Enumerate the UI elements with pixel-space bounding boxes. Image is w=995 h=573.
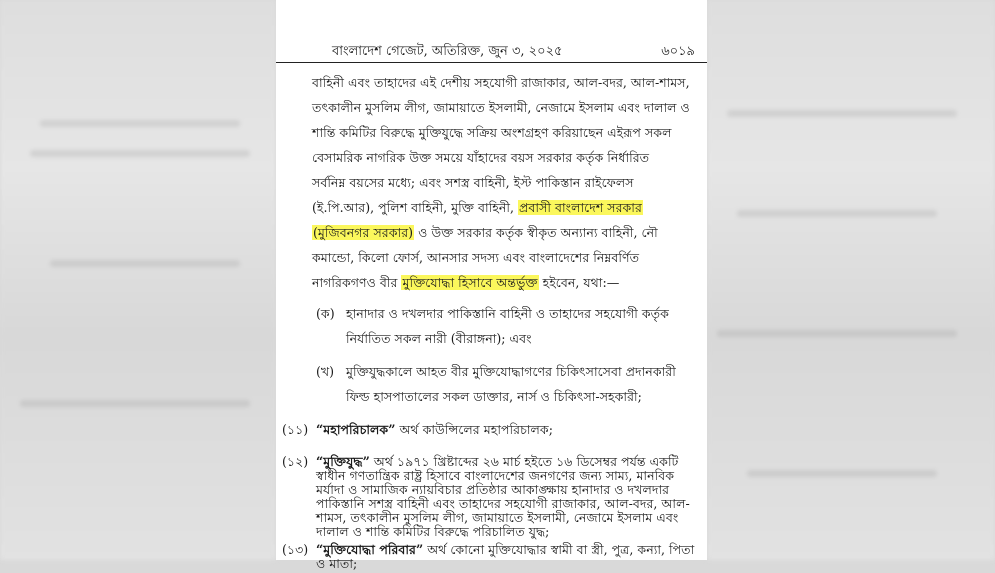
clause-text: অর্থ ১৯৭১ খ্রিষ্টাব্দের ২৬ মার্চ হইতে ১৬ ডিসেম্বর পর্যন্ত একটি bbox=[373, 454, 679, 469]
intro-line: বাহিনী এবং তাহাদের এই দেশীয় সহযোগী রাজাকার, আল-বদর, আল-শামস, bbox=[312, 75, 690, 90]
header-divider bbox=[276, 62, 707, 63]
page-header bbox=[276, 42, 707, 62]
highlighted-text: (মুজিবনগর সরকার) bbox=[313, 225, 414, 240]
clause-number: (১৩) bbox=[282, 541, 309, 557]
intro-line: শান্তি কমিটির বিরুদ্ধে মুক্তিযুদ্ধে সক্রিয় অংশগ্রহণ করিয়াছেন এইরূপ সকল bbox=[312, 125, 672, 140]
intro-text: নাগরিকগণও বীর bbox=[312, 275, 398, 290]
clause-term: “মুক্তিযোদ্ধা পরিবার” bbox=[316, 541, 424, 557]
intro-text: হইবেন, যথা:— bbox=[542, 275, 620, 290]
sub-item-line: মুক্তিযুদ্ধকালে আহত বীর মুক্তিযোদ্ধাগণের চিকিৎসাসেবা প্রদানকারী bbox=[346, 364, 676, 379]
clause-line: দালাল ও শান্তি কমিটির বিরুদ্ধে পরিচালিত যুদ্ধ; bbox=[316, 524, 550, 539]
clause-line bbox=[316, 421, 553, 439]
intro-line bbox=[312, 274, 619, 292]
clause-line: ও মাতা; bbox=[316, 555, 358, 571]
sub-item-line: ফিল্ড হাসপাতালের সকল ডাক্তার, নার্স ও চিকিৎসা-সহকারী; bbox=[346, 389, 642, 404]
intro-text: ও উক্ত সরকার কর্তৃক স্বীকৃত অন্যান্য বাহিনী, নৌ bbox=[418, 225, 658, 240]
highlighted-text: প্রবাসী বাংলাদেশ সরকার bbox=[519, 200, 642, 215]
clause-text: অর্থ কোনো মুক্তিযোদ্ধার স্বামী বা স্ত্রী, পুত্র, কন্যা, পিতা bbox=[427, 541, 695, 557]
gazette-page bbox=[276, 0, 707, 571]
intro-line bbox=[312, 199, 643, 217]
clause-line: পাকিস্তানি সশস্ত্র বাহিনী এবং তাহাদের সহযোগী রাজাকার, আল-বদর, আল- bbox=[316, 496, 690, 511]
intro-line bbox=[312, 224, 658, 242]
sub-item-label: (খ) bbox=[316, 364, 335, 379]
clause-line: শামস, তৎকালীন মুসলিম লীগ, জামায়াতে ইসলামী, নেজামে ইসলাম এবং bbox=[316, 510, 679, 525]
blurred-background-right bbox=[707, 0, 995, 560]
clause-text: অর্থ কাউন্সিলের মহাপরিচালক; bbox=[399, 422, 553, 437]
clause-line: মর্যাদা ও সামাজিক ন্যায়বিচার প্রতিষ্ঠার আকাঙ্ক্ষায় হানাদার ও দখলদার bbox=[316, 482, 670, 497]
clause-number: (১১) bbox=[282, 422, 309, 437]
clause-term: “মহাপরিচালক” bbox=[316, 422, 396, 437]
sub-item-line: নির্যাতিত সকল নারী (বীরাঙ্গনা); এবং bbox=[346, 331, 532, 346]
highlighted-text: মুক্তিযোদ্ধা হিসাবে অন্তর্ভুক্ত bbox=[402, 275, 538, 290]
sub-item-line: হানাদার ও দখলদার পাকিস্তানি বাহিনী ও তাহাদের সহযোগী কর্তৃক bbox=[346, 306, 669, 321]
clause-line bbox=[316, 541, 694, 559]
intro-text: (ই.পি.আর), পুলিশ বাহিনী, মুক্তি বাহিনী, bbox=[312, 200, 514, 215]
intro-line: কমান্ডো, কিলো ফোর্স, আনসার সদস্য এবং বাংলাদেশের নিম্নবর্ণিত bbox=[312, 250, 640, 265]
page-number: ৬০১৯ bbox=[661, 44, 695, 59]
clause-number: (১২) bbox=[282, 454, 309, 469]
intro-line: সর্বনিম্ন বয়সের মধ্যে; এবং সশস্ত্র বাহিনী, ইস্ট পাকিস্তান রাইফেলস bbox=[312, 175, 634, 190]
blurred-background-left bbox=[0, 0, 276, 560]
clause-term: “মুক্তিযুদ্ধ” bbox=[316, 454, 370, 469]
intro-line: তৎকালীন মুসলিম লীগ, জামায়াতে ইসলামী, নেজামে ইসলাম এবং দালাল ও bbox=[312, 100, 690, 115]
clause-line: স্বাধীন গণতান্ত্রিক রাষ্ট্র হিসাবে বাংলাদেশের জনগণের জন্য সাম্য, মানবিক bbox=[316, 468, 675, 483]
sub-item-label: (ক) bbox=[316, 306, 335, 321]
intro-line: বেসামরিক নাগরিক উক্ত সময়ে যাঁহাদের বয়স সরকার কর্তৃক নির্ধারিত bbox=[312, 150, 650, 165]
gazette-title: বাংলাদেশ গেজেট, অতিরিক্ত, জুন ৩, ২০২৫ bbox=[332, 44, 563, 59]
